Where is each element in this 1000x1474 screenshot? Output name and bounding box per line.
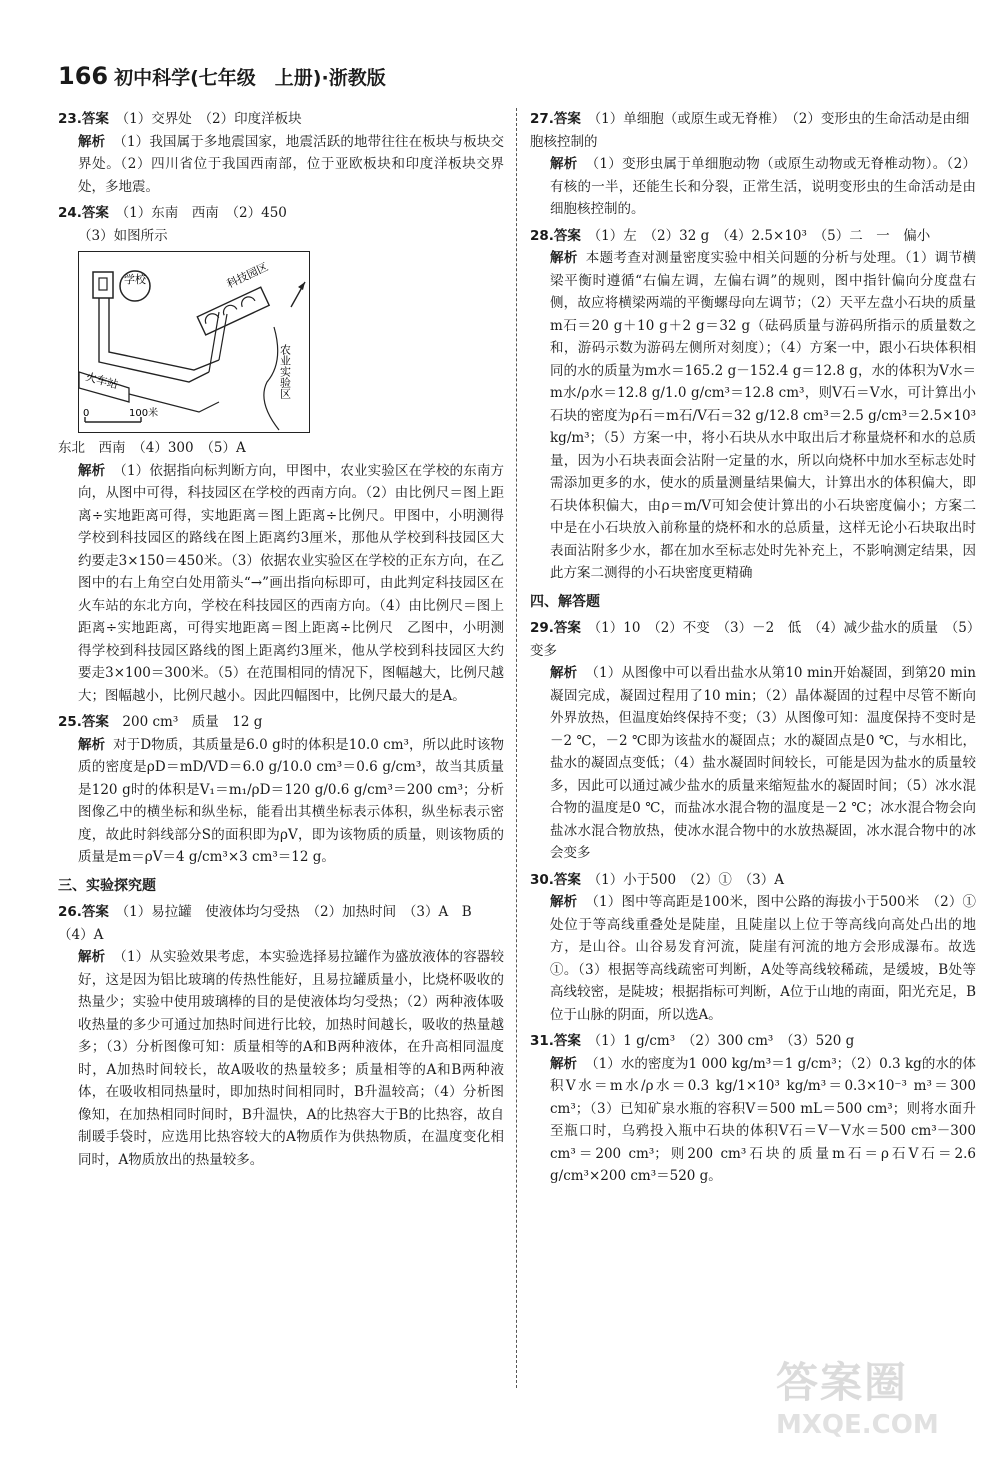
page-header (58, 62, 386, 102)
map-figure (78, 251, 310, 433)
station-label: 火车站 (84, 370, 120, 392)
analysis-label: 解析 (550, 1055, 578, 1072)
book-title: 初中科学(七年级 上册)·浙教版 (114, 67, 386, 89)
analysis-label: 解析 (78, 736, 106, 753)
tech-park-building (197, 287, 269, 335)
analysis-text: （1）依据指向标判断方向，甲图中，农业实验区在学校的东南方向，从图中可得，科技园区在学校的西南方向。（2）由比例尺＝图上距离÷实地距离可得，实地距离＝图上距离÷比例尺。甲图中，小明测得学校到科技园区的路线在图上距离约3厘米，那他从学校到科技园区大约要走3×150＝450米。（3）依据农业实验区在学校的正东方向，在乙图中的右上角空白处用箭头“→”画出指向标即可，由此判定科技园区在火车站的东北方向，学校在科技园区的西南方向。（4）由比例尺＝图上距离÷实地距离，可得实地距离＝图上距离÷比例尺 乙图中，小明测得学校到科技园区路线的图上距离约3厘米，他从学校到科技园区大约要走3×100＝300米。（5）在范围相同的情况下，图幅越大，比例尺越大；图幅越小，比例尺越小。因此四幅图中，比例尺最大的是A。 (78, 462, 504, 704)
answer-text: （1）10 （2）不变 （3）－2 低 （4）减少盐水的质量 （5）变多 (530, 620, 974, 659)
analysis-text: （1）图中等高距是100米，图中公路的海拔小于500米 （2）①处位于等高线重叠处是陡崖，且陡崖以上位于等高线向高处凸出的地方，是山谷。山谷易发育河流，陡崖有河流的地方会形成瀑布。故选①。（3）根据等高线疏密可判断，A处等高线较稀疏，是缓坡，B处等高线较密，是陡坡；根据指标可判断，A位于山地的南面，阳光充足，B位于山脉的阴面，所以选A。 (550, 894, 977, 1023)
answer-label: 27.答案 (530, 111, 581, 127)
analysis-label: 解析 (550, 156, 578, 172)
answer-label: 29.答案 (530, 620, 581, 636)
analysis-text: 本题考查对测量密度实验中相关问题的分析与处理。（1）调节横梁平衡时遵循“右偏左调，左偏右调”的规则，图中指针偏向分度盘右侧，故应将横梁两端的平衡螺母向左调节；（2）天平左盘小石块的质量m石＝20 g＋10 g＋2 g＝32 g（砝码质量与游码所指示的质量数之和，游码示数为游码左侧所对刻度）；（4）方案一中，跟小石块体积相同的水的质量为m水＝165.2 g－152.4 g＝12.8 g，水的体积为V水＝m水/ρ水＝12.8 g/1.0 g/cm³＝12.8 cm³，则V石＝V水，可计算出小石块的密度为ρ石＝m石/V石＝32 g/12.8 cm³＝2.5 g/cm³＝2.5×10³ kg/m³；（5）方案一中，将小石块从水中取出后才称量烧杯和水的总质量，因为小石块表面会沾附一定量的水，所以向烧杯中加水至标志处时需添加更多的水，使水的质量测量结果偏大，计算出水的体积偏大，即石块体积偏大，由ρ＝m/V可知会使计算出的小石块密度偏小；方案二中是在小石块放入前称量的烧杯和水的总质量，这样无论小石块取出时表面沾附多少水，都在加水至标志处时先补充上，不影响测定结果，因此方案二测得的小石块密度更精确 (550, 250, 977, 581)
analysis-text: （1）从图像中可以看出盐水从第10 min开始凝固，到第20 min凝固完成，凝固过程用了10 min；（2）晶体凝固的过程中尽管不断向外界放热，但温度始终保持不变；（3）从图像可知：温度保持不变时是－2 ℃，－2 ℃即为该盐水的凝固点；水的凝固点是0 ℃，与水相比，盐水的凝固点变低；（4）盐水凝固时间较长，可能是因为盐水的质量较多，因此可以通过减少盐水的质量来缩短盐水的凝固时间；（5）冰水混合物的温度是0 ℃，而盐冰水混合物的温度是－2 ℃；冰水混合物会向盐冰水混合物放热，使冰水混合物中的水放热凝固，冰水混合物中的冰会变多 (550, 665, 977, 861)
analysis-label: 解析 (550, 665, 578, 681)
question-30 (530, 869, 976, 1027)
answer-text-3: （3）如图所示 (78, 227, 168, 244)
answer-text: （1）1 g/cm³ （2）300 cm³ （3）520 g (594, 1033, 855, 1049)
answer-after-map: 东北 西南 （4）300 （5）A (58, 440, 246, 456)
analysis-text: （1）水的密度为1 000 kg/m³＝1 g/cm³；（2）0.3 kg的水的体积V水＝m水/ρ水＝0.3 kg/1×10³ kg/m³＝0.3×10⁻³ m³＝300 cm³；（3）已知矿泉水瓶的容积V＝500 mL＝500 cm³；则将水面升至瓶口时，乌鸦投入瓶中石块的体积V石＝V－V水＝500 cm³－300 cm³＝200 cm³；则200 cm³石块的质量m石＝ρ石V石＝2.6 g/cm³×200 cm³＝520 g。 (550, 1055, 976, 1184)
map-drawing (79, 252, 309, 432)
answer-text: （1）东南 西南 （2）450 (122, 205, 287, 221)
answer-text: （1）小于500 （2）① （3）A (594, 871, 784, 888)
question-26 (58, 901, 504, 1171)
scale-zero: 0 (83, 408, 90, 419)
section-heading-4: 四、解答题 (530, 593, 600, 610)
right-column (530, 108, 976, 1192)
answer-label: 25.答案 (58, 714, 109, 730)
analysis-label: 解析 (78, 133, 106, 150)
analysis-label: 解析 (550, 894, 578, 910)
analysis-label: 解析 (550, 250, 578, 266)
left-column (58, 108, 504, 1175)
analysis-label: 解析 (78, 462, 106, 479)
analysis-text: （1）从实验效果考虑，本实验选择易拉罐作为盛放液体的容器较好，这是因为铝比玻璃的传热性能好，且易拉罐质量小，比烧杯吸收的热量少；实验中使用玻璃棒的目的是使液体均匀受热；（2）两种液体吸收热量的多少可通过加热时间进行比较，加热时间越长，吸收的热量越多；（3）分析图像可知：质量相等的A和B两种液体，在升高相同温度时，A加热时间较长，故A吸收的热量较多；质量相等的A和B两种液体，在吸收相同热量时，即加热时间相同时，B升温较高；（4）分析图像知，在加热相同时间时，B升温快，A的比热容大于B的比热容，故自制暖手袋时，应选用比热容较大的A物质作为供热物质，在温度变化相同时，A物质放出的热量较多。 (78, 949, 504, 1168)
question-29 (530, 617, 976, 865)
scale-length: 100米 (129, 408, 159, 419)
answer-text: 200 cm³ 质量 12 g (122, 714, 263, 730)
watermark-sub: MXQE.COM (776, 1410, 939, 1440)
answer-label: 28.答案 (530, 227, 581, 244)
analysis-text: （1）变形虫属于单细胞动物（或原生动物或无脊椎动物）。（2）有核的一半，还能生长和分裂，正常生活，说明变形虫的生命活动是由细胞核控制的。 (550, 156, 976, 217)
question-28 (530, 225, 976, 585)
page-number: 166 (58, 62, 109, 90)
watermark-logo (776, 1350, 976, 1460)
column-divider (516, 108, 517, 1388)
answer-label: 24.答案 (58, 205, 109, 221)
watermark-main: 答案圈 (776, 1358, 909, 1407)
question-24 (58, 202, 504, 707)
answer-label: 26.答案 (58, 904, 109, 920)
answer-label: 31.答案 (530, 1033, 581, 1049)
answer-text: （1）单细胞（或原生或无脊椎） （2）变形虫的生命活动是由细胞核控制的 (530, 111, 970, 150)
question-23 (58, 108, 504, 198)
question-31 (530, 1030, 976, 1188)
answer-label: 30.答案 (530, 871, 581, 888)
question-25 (58, 711, 504, 869)
school-label: 学校 (124, 273, 146, 286)
analysis-label: 解析 (78, 949, 106, 965)
section-heading-3: 三、实验探究题 (58, 877, 156, 894)
answer-label: 23.答案 (58, 111, 109, 127)
farm-label: 农业实验区 (278, 344, 292, 399)
tech-park-label: 科技园区 (224, 260, 271, 291)
answer-text: （1）易拉罐 使液体均匀受热 （2）加热时间 （3）A B （4）A (58, 904, 486, 943)
answer-text: （1）左 （2）32 g （4）2.5×10³ （5）二 一 偏小 (594, 227, 931, 244)
analysis-text: 对于D物质，其质量是6.0 g时的体积是10.0 cm³，所以此时该物质的密度是ρD＝mD/VD＝6.0 g/10.0 cm³＝0.6 g/cm³，故当其质量是120 g时的体积是V₁＝m₁/ρD＝120 g/0.6 g/cm³＝200 cm³；分析图像乙中的横坐标和纵坐标，能看出其横坐标表示体积，纵坐标表示密度，故此时斜线部分S的面积即为ρV，即为该物质的质量，则该物质的质量是m＝ρV＝4 g/cm³×3 cm³＝12 g。 (78, 736, 505, 865)
answer-text: （1）交界处 （2）印度洋板块 (122, 111, 302, 127)
analysis-text: （1）我国属于多地震国家，地震活跃的地带往往在板块与板块交界处。（2）四川省位于我国西南部，位于亚欧板块和印度洋板块交界处，多地震。 (78, 133, 504, 195)
question-27 (530, 108, 976, 221)
